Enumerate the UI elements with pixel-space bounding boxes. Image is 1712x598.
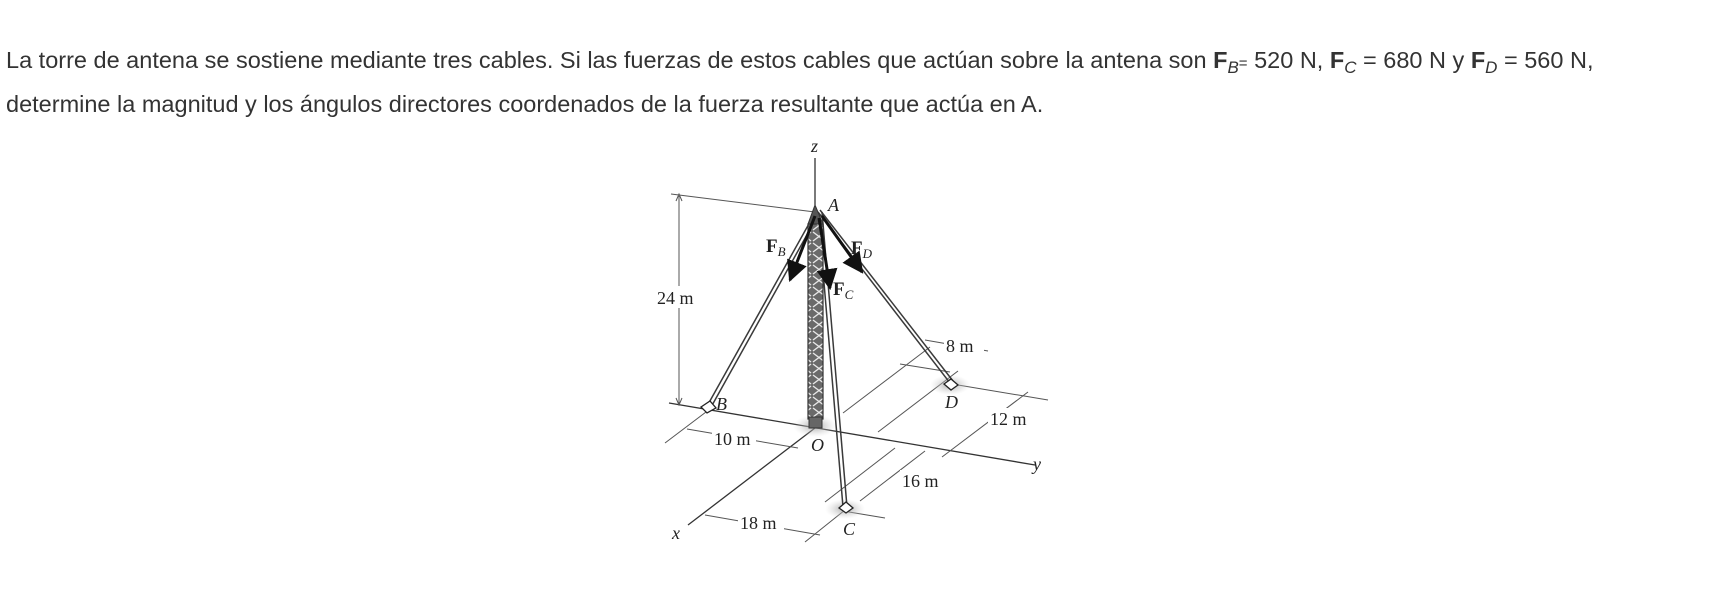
problem-text-part1: La torre de antena se sostiene mediante tres cables. Si las fuerzas de estos cables que actúan sobre la antena son [6,47,1214,73]
force-fd-subscript: D [1485,58,1498,77]
label-force-fb-sub: B [777,244,786,259]
label-force-fc-symbol: F [833,279,845,300]
tower-base [809,417,822,428]
label-force-fb [766,236,786,259]
label-axis-z: z [811,136,819,156]
force-fb-value: 520 N, [1247,47,1330,73]
label-point-a: A [828,195,839,215]
label-axis-x: x [672,523,680,543]
label-point-c: C [843,519,856,539]
label-force-fc [833,279,854,302]
label-dim-24m: 24 m [657,288,694,308]
label-force-fb-symbol: F [766,236,778,257]
force-fc-subscript: C [1344,58,1357,77]
figure-labels [655,136,1041,543]
d16-ext-line [825,448,895,502]
label-dim-12m: 12 m [990,409,1027,429]
label-force-fd-symbol: F [851,238,863,259]
cable-ab-2 [710,215,818,409]
label-force-fd-sub: D [862,246,872,261]
left-ext-line [665,412,706,443]
force-fb-symbol: F [1213,47,1228,73]
label-dim-16m: 16 m [902,471,939,491]
force-fb-subscript: B [1227,58,1239,77]
cable-ab [706,213,815,408]
d12-ext-line [958,385,1048,400]
label-point-d: D [945,392,958,412]
force-fc-symbol: F [1329,47,1345,73]
label-dim-10m: 10 m [714,429,751,449]
cables [706,210,953,507]
label-dim-8m: 8 m [946,336,974,356]
label-point-b: B [716,394,727,414]
label-dim-18m: 18 m [740,513,777,533]
d-parallel-line [843,347,930,413]
top-ref-line [671,194,815,212]
tower-mast [808,224,823,419]
label-axis-y: y [1033,454,1041,474]
problem-text-part2: determine la magnitud y los ángulos directores coordenados de la fuerza resultante que actúa en A. [6,91,1044,117]
label-force-fc-sub: C [844,287,854,302]
force-fc-value: = 680 N y [1356,47,1471,73]
label-force-fd [851,238,873,261]
force-fd-symbol: F [1470,47,1486,73]
force-fd-value: = 560 N, [1497,47,1594,73]
force-fb-equals: = [1238,55,1248,72]
label-point-o: O [811,435,824,455]
